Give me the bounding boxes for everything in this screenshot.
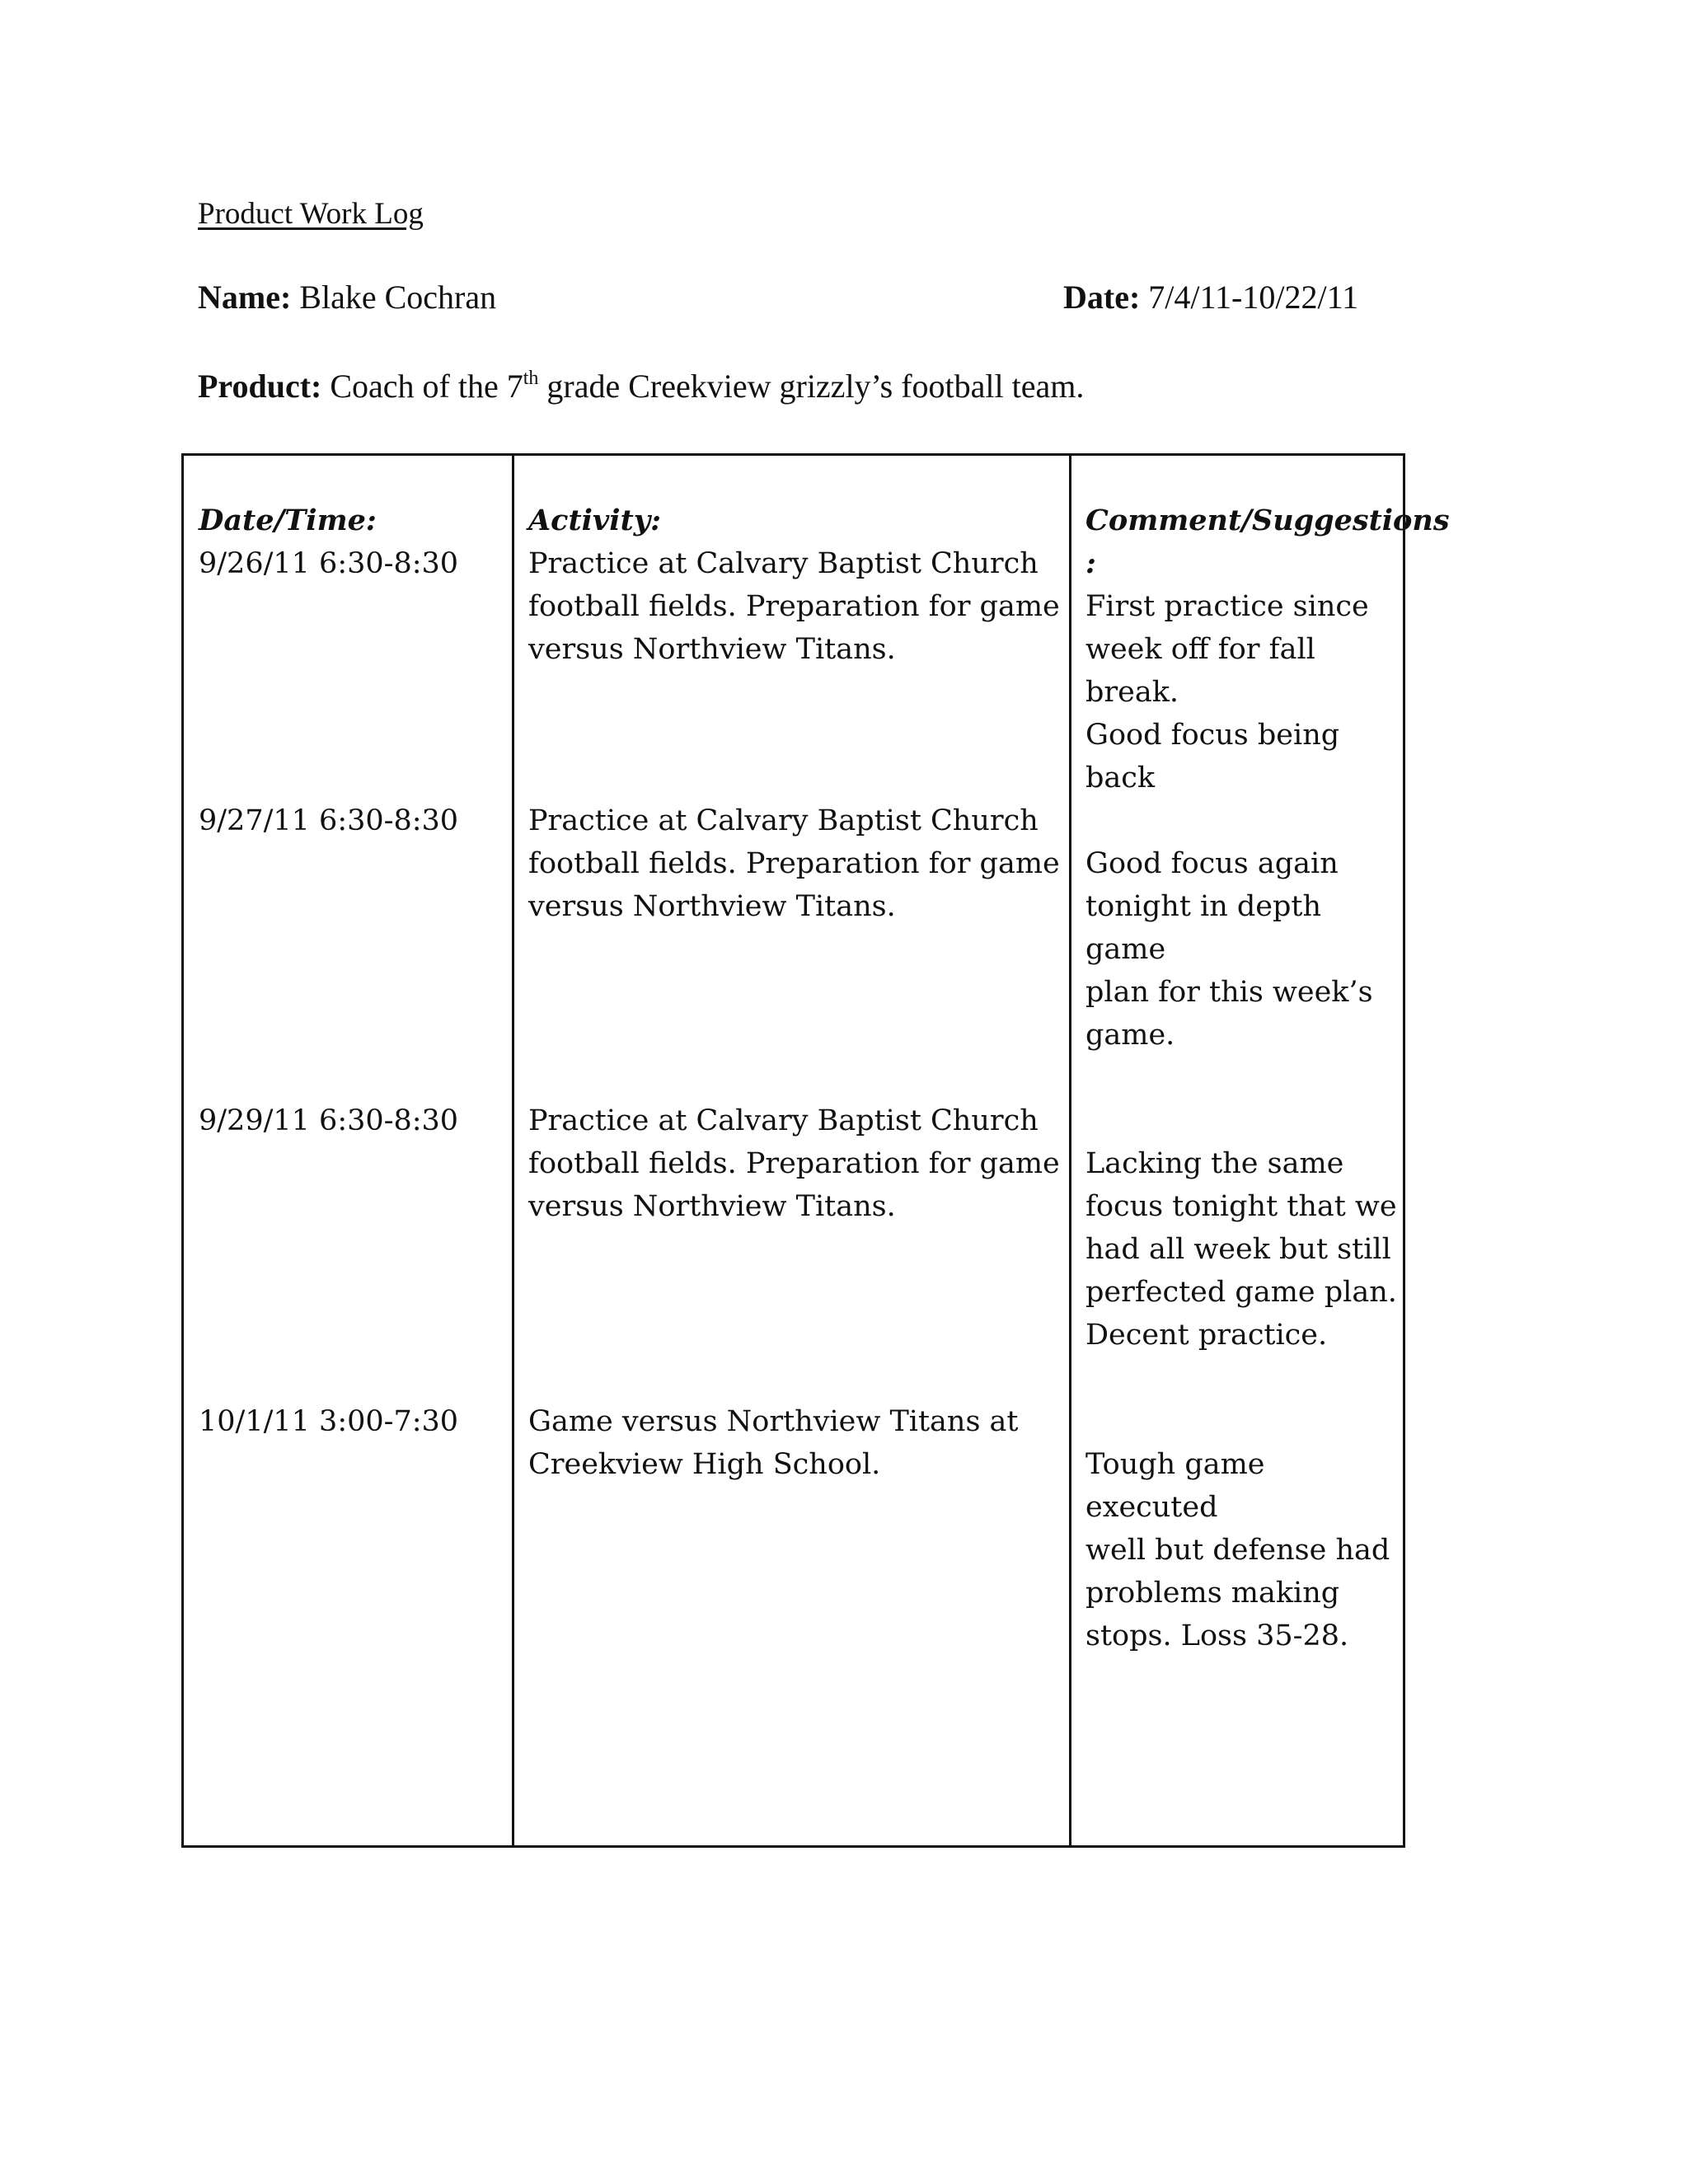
row-3-activity: Practice at Calvary Baptist Church football fields. Preparation for game versus Northview Titans. [528,1104,1060,1223]
header-comments: Comment/Suggestions : [1085,504,1450,580]
row-4-comment: Tough game executed well but defense had problems making stops. Loss 35-28. [1085,1448,1390,1652]
page-title: Product Work Log [198,197,424,231]
header-date-time: Date/Time: [199,504,377,537]
name-value: Blake Cochran [299,279,497,316]
row-2-date-time: 9/27/11 6:30-8:30 [199,804,459,837]
header-activity: Activity: [528,504,661,537]
row-1-activity: Practice at Calvary Baptist Church football fields. Preparation for game versus Northview Titans. [528,547,1060,666]
name-label: Name: [198,279,292,316]
product-superscript: th [523,368,539,389]
date-label: Date: [1063,279,1141,316]
row-2-comment: Good focus again tonight in depth game plan for this week’s game. [1085,847,1373,1052]
product-prefix: Coach of the 7 [330,368,523,405]
row-2-activity: Practice at Calvary Baptist Church football fields. Preparation for game versus Northview Titans. [528,804,1060,923]
column-divider [512,456,514,1845]
product-label: Product: [198,368,322,405]
row-3-comment: Lacking the same focus tonight that we had all week but still perfected game plan. Decent practice. [1085,1147,1397,1352]
product-suffix: grade Creekview grizzly’s football team. [546,368,1085,405]
row-4-activity: Game versus Northview Titans at Creekview High School. [528,1405,1019,1481]
name-line [198,278,496,316]
date-value: 7/4/11-10/22/11 [1148,279,1359,316]
date-line [1063,278,1358,316]
product-line [198,367,1084,405]
row-1-date-time: 9/26/11 6:30-8:30 [199,547,459,580]
column-divider [1069,456,1071,1845]
row-3-date-time: 9/29/11 6:30-8:30 [199,1104,459,1137]
row-1-comment: First practice since week off for fall break. Good focus being back [1085,590,1369,794]
work-log-table [181,453,1450,1848]
row-4-date-time: 10/1/11 3:00-7:30 [199,1405,459,1438]
